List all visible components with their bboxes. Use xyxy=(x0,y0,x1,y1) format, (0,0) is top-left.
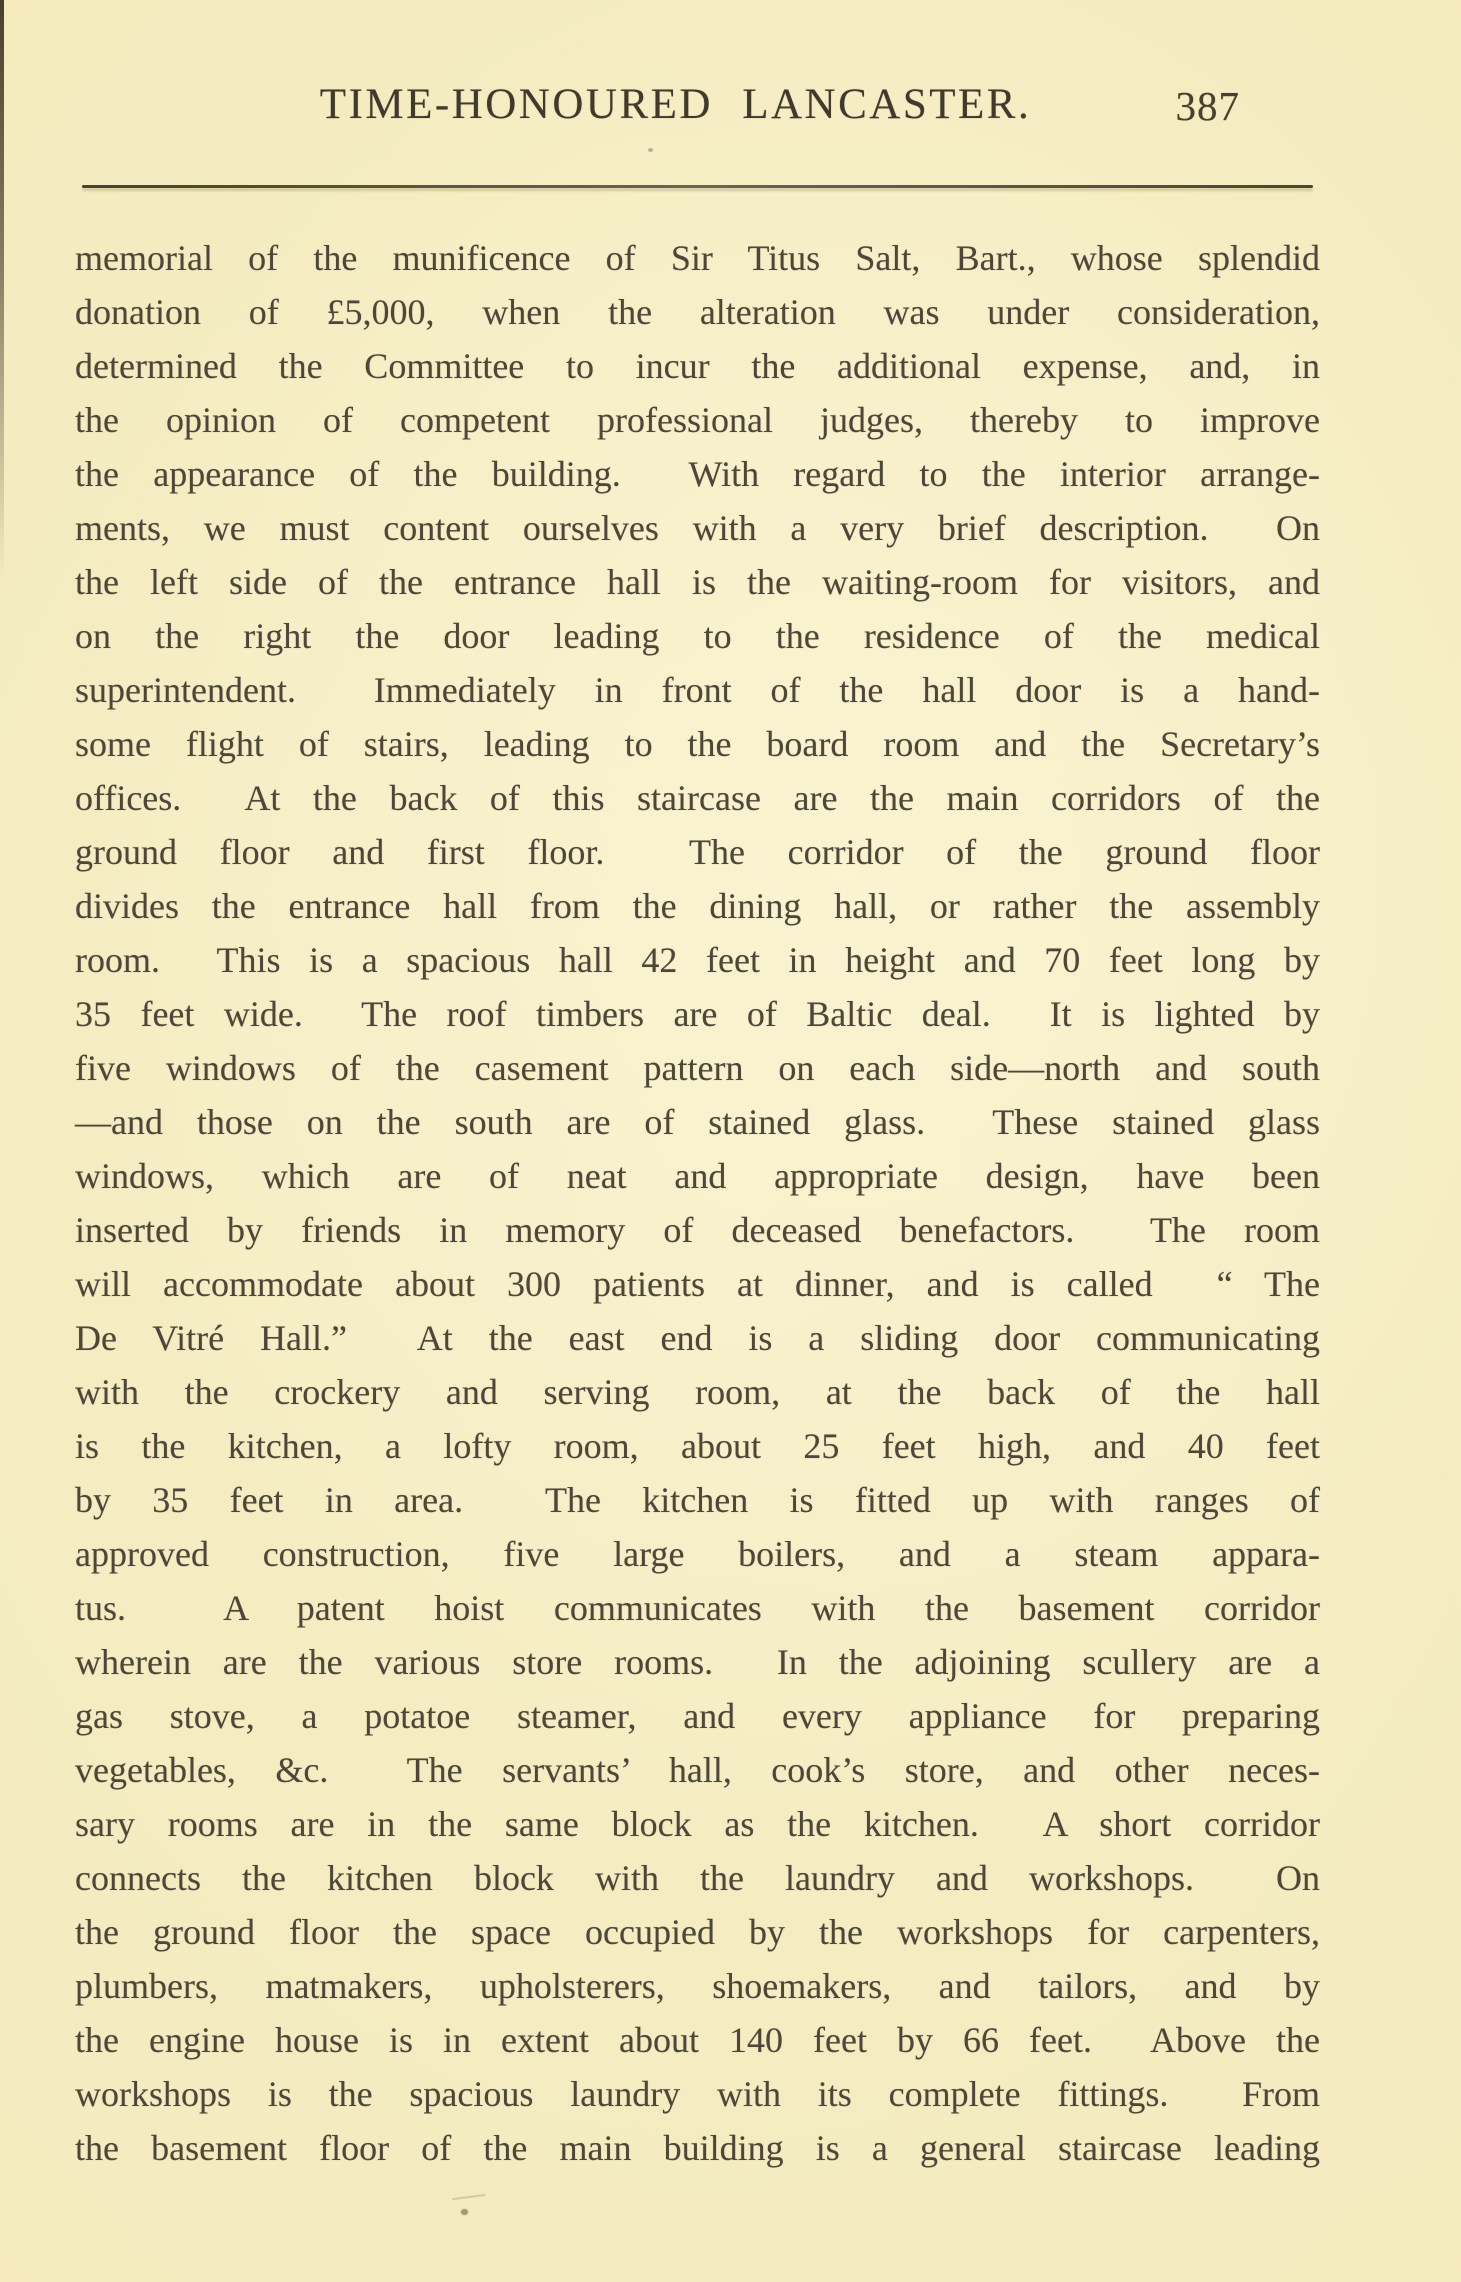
text-line: some flight of stairs, leading to the board room and the Secretary’s xyxy=(75,724,1320,764)
text-line: room. This is a spacious hall 42 feet in height and 70 feet long by xyxy=(75,940,1320,980)
text-line: by 35 feet in area. The kitchen is fitted up with ranges of xyxy=(75,1480,1320,1520)
text-line: divides the entrance hall from the dining hall, or rather the assembly xyxy=(75,886,1320,926)
text-line: with the crockery and serving room, at the back of the hall xyxy=(75,1372,1320,1412)
text-line: superintendent. Immediately in front of the hall door is a hand- xyxy=(75,670,1320,710)
text-line: five windows of the casement pattern on each side—north and south xyxy=(75,1048,1320,1088)
text-line: gas stove, a potatoe steamer, and every appliance for preparing xyxy=(75,1696,1320,1736)
page-number: 387 xyxy=(1175,83,1240,129)
text-line: ground floor and first floor. The corridor of the ground floor xyxy=(75,832,1320,872)
text-line: the engine house is in extent about 140 feet by 66 feet. Above the xyxy=(75,2020,1320,2060)
header-divider-rule xyxy=(82,185,1313,188)
text-line: the ground floor the space occupied by the workshops for carpenters, xyxy=(75,1912,1320,1952)
text-line: the appearance of the building. With regard to the interior arrange- xyxy=(75,454,1320,494)
text-line: wherein are the various store rooms. In the adjoining scullery are a xyxy=(75,1642,1320,1682)
text-line: will accommodate about 300 patients at dinner, and is called “ The xyxy=(75,1264,1320,1304)
text-line: approved construction, five large boilers, and a steam appara- xyxy=(75,1534,1320,1574)
text-line: ments, we must content ourselves with a very brief description. On xyxy=(75,508,1320,548)
text-line: 35 feet wide. The roof timbers are of Baltic deal. It is lighted by xyxy=(75,994,1320,1034)
text-line: offices. At the back of this staircase are the main corridors of the xyxy=(75,778,1320,818)
text-line: on the right the door leading to the residence of the medical xyxy=(75,616,1320,656)
ink-speck xyxy=(648,148,653,152)
text-line: the opinion of competent professional judges, thereby to improve xyxy=(75,400,1320,440)
ink-speck xyxy=(461,2209,468,2215)
text-line: sary rooms are in the same block as the kitchen. A short corridor xyxy=(75,1804,1320,1844)
text-line: memorial of the munificence of Sir Titus Salt, Bart., whose splendid xyxy=(75,238,1320,278)
text-line: De Vitré Hall.” At the east end is a sliding door communicating xyxy=(75,1318,1320,1358)
page-title: TIME-HONOURED LANCASTER. xyxy=(319,81,1032,128)
scan-edge-shadow xyxy=(0,0,4,580)
page-header xyxy=(75,80,1320,136)
text-line: vegetables, &c. The servants’ hall, cook’s store, and other neces- xyxy=(75,1750,1320,1790)
text-line: workshops is the spacious laundry with its complete fittings. From xyxy=(75,2074,1320,2114)
body-text xyxy=(75,231,1320,2175)
text-line: donation of £5,000, when the alteration was under consideration, xyxy=(75,292,1320,332)
text-line: the left side of the entrance hall is the waiting-room for visitors, and xyxy=(75,562,1320,602)
text-line: connects the kitchen block with the laundry and workshops. On xyxy=(75,1858,1320,1898)
text-line: determined the Committee to incur the additional expense, and, in xyxy=(75,346,1320,386)
text-line: —and those on the south are of stained glass. These stained glass xyxy=(75,1102,1320,1142)
text-line: plumbers, matmakers, upholsterers, shoemakers, and tailors, and by xyxy=(75,1966,1320,2006)
text-line: the basement floor of the main building is a general staircase leading xyxy=(75,2128,1320,2168)
text-line: tus. A patent hoist communicates with the basement corridor xyxy=(75,1588,1320,1628)
text-line: inserted by friends in memory of deceased benefactors. The room xyxy=(75,1210,1320,1250)
text-line: windows, which are of neat and appropriate design, have been xyxy=(75,1156,1320,1196)
text-line: is the kitchen, a lofty room, about 25 feet high, and 40 feet xyxy=(75,1426,1320,1466)
ink-smudge xyxy=(452,2194,486,2200)
